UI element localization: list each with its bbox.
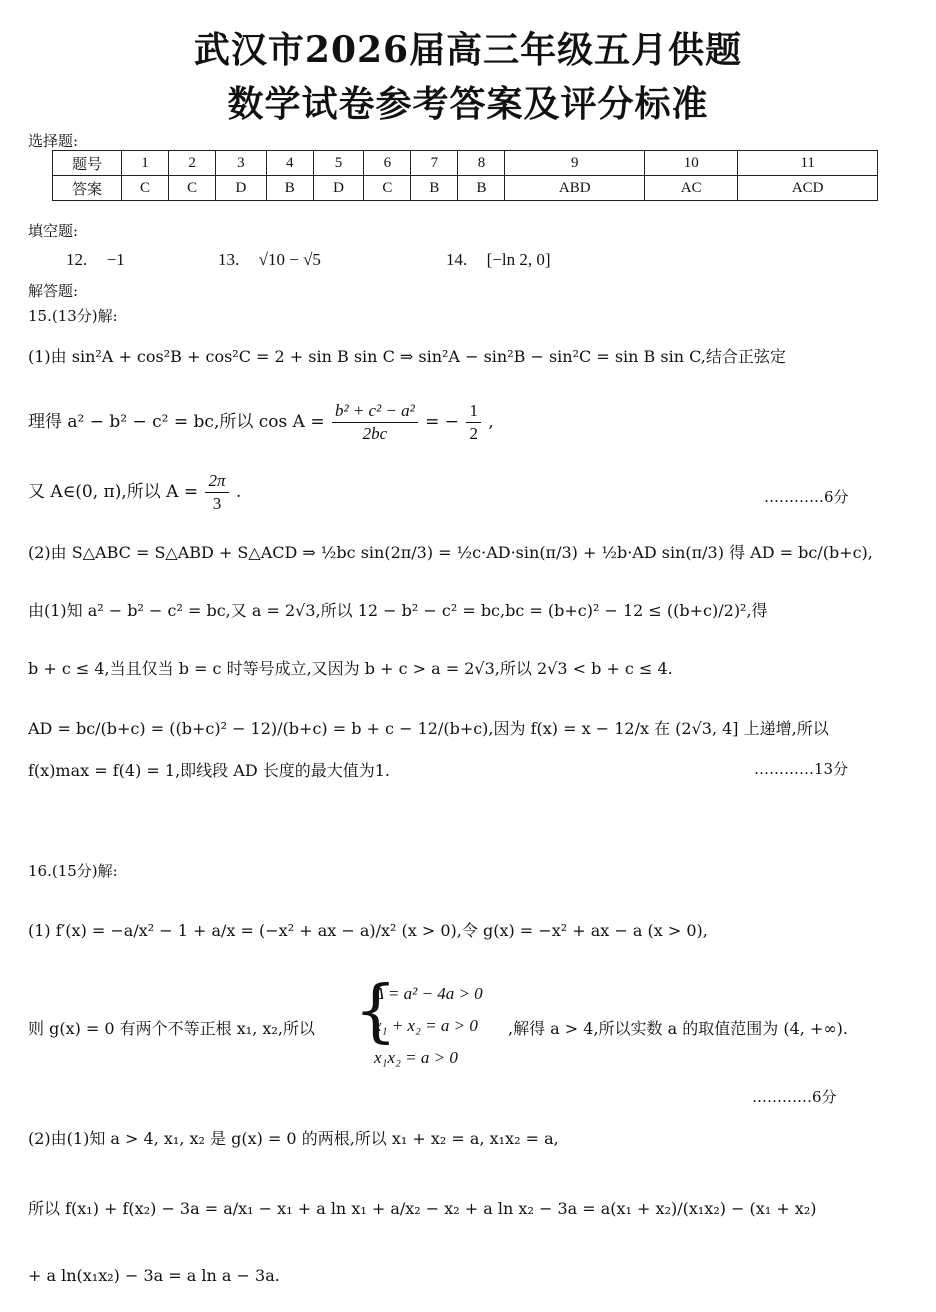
q15-line-2-eq: = −	[425, 412, 460, 432]
fraction-numerator: 1	[466, 400, 481, 423]
fill-number: 13.	[218, 250, 240, 269]
answer-table	[52, 150, 878, 201]
fill-answer-14	[446, 250, 551, 270]
table-cell: 1	[122, 151, 169, 176]
table-cell: 11	[738, 151, 878, 176]
q16-score-6: …………6分	[752, 1088, 837, 1106]
system-eq-2: x₁ + x₂ = a > 0	[374, 1016, 478, 1035]
fill-answer-12	[66, 250, 125, 270]
fraction-denominator: 3	[212, 494, 222, 513]
table-head-number: 题号	[53, 151, 122, 176]
choice-section-label: 选择题:	[28, 132, 79, 150]
q16-line-4: 所以 f(x₁) + f(x₂) − 3a = a/x₁ − x₁ + a ln x₁ + a/x₂ − x₂ + a ln x₂ − 3a = a(x₁ + x₂)/(x₁x₂) − (x₁ + x₂)	[28, 1199, 817, 1218]
table-cell: 8	[458, 151, 505, 176]
table-cell: 4	[266, 151, 313, 176]
q15-line-5: 由(1)知 a² − b² − c² = bc,又 a = 2√3,所以 12 − b² − c² = bc,bc = (b+c)² − 12 ≤ ((b+c)/2)²,得	[28, 601, 768, 620]
table-row	[53, 176, 878, 201]
q15-line-8: f(x)max = f(4) = 1,即线段 AD 长度的最大值为1.	[28, 761, 390, 780]
fraction-half	[466, 400, 481, 445]
table-cell: B	[411, 176, 458, 201]
fill-number: 14.	[446, 250, 468, 269]
table-cell: 10	[645, 151, 738, 176]
fill-section-label: 填空题:	[28, 222, 79, 240]
q15-line-4: (2)由 S△ABC = S△ABD + S△ACD ⇒ ½bc sin(2π/3) = ½c·AD·sin(π/3) + ½b·AD sin(π/3) 得 AD = bc/(b+c),	[28, 543, 873, 562]
q16-heading: 16.(15分)解:	[28, 862, 118, 880]
q16-line-2-start: 则 g(x) = 0 有两个不等正根 x₁, x₂,所以	[28, 1019, 315, 1038]
q16-line-2-end: ,解得 a > 4,所以实数 a 的取值范围为 (4, +∞).	[508, 1019, 849, 1038]
q15-line-2-end: ,	[488, 412, 494, 432]
table-cell: C	[169, 176, 216, 201]
q15-heading: 15.(13分)解:	[28, 307, 118, 325]
q16-line-5: + a ln(x₁x₂) − 3a = a ln a − 3a.	[28, 1266, 280, 1285]
table-cell: B	[266, 176, 313, 201]
table-cell: 3	[216, 151, 267, 176]
fraction-a-value	[205, 470, 228, 515]
table-row	[53, 151, 878, 176]
table-cell: ACD	[738, 176, 878, 201]
q16-line-3: (2)由(1)知 a > 4, x₁, x₂ 是 g(x) = 0 的两根,所以 x₁ + x₂ = a, x₁x₂ = a,	[28, 1129, 559, 1148]
q15-line-3-end: .	[235, 482, 242, 502]
fraction-denominator: 2	[469, 424, 478, 443]
title-line-1: 武汉市2026届高三年级五月供题	[193, 29, 743, 71]
table-cell: 7	[411, 151, 458, 176]
fill-answer-13	[218, 250, 321, 270]
q15-line-2-text: 理得 a² − b² − c² = bc,所以 cos A =	[28, 412, 325, 432]
q16-line-1: (1) f′(x) = −a/x² − 1 + a/x = (−x² + ax − a)/x² (x > 0),令 g(x) = −x² + ax − a (x > 0),	[28, 921, 708, 940]
fill-number: 12.	[66, 250, 88, 269]
table-cell: ABD	[505, 176, 645, 201]
fill-value: −1	[106, 250, 125, 269]
solve-section-label: 解答题:	[28, 282, 79, 300]
table-cell: AC	[645, 176, 738, 201]
q15-line-3-text: 又 A∈(0, π),所以 A =	[28, 482, 199, 502]
table-cell: 6	[364, 151, 411, 176]
table-cell: B	[458, 176, 505, 201]
table-cell: C	[122, 176, 169, 201]
q15-line-3	[28, 470, 241, 515]
q15-line-1: (1)由 sin²A + cos²B + cos²C = 2 + sin B sin C ⇒ sin²A − sin²B − sin²C = sin B sin C,结合正弦定	[28, 347, 786, 366]
fill-value: √10 − √5	[258, 250, 321, 269]
fraction-numerator: b² + c² − a²	[332, 400, 418, 423]
q15-score-13: …………13分	[754, 760, 849, 778]
q15-line-2	[28, 400, 494, 445]
table-head-answer: 答案	[53, 176, 122, 201]
fraction-cos-a	[332, 400, 418, 445]
table-cell: 5	[313, 151, 364, 176]
fraction-denominator: 2bc	[362, 424, 388, 443]
q15-line-7: AD = bc/(b+c) = ((b+c)² − 12)/(b+c) = b + c − 12/(b+c),因为 f(x) = x − 12/x 在 (2√3, 4] 上递增,所以	[28, 719, 829, 738]
table-cell: D	[216, 176, 267, 201]
table-cell: 9	[505, 151, 645, 176]
fraction-numerator: 2π	[205, 470, 228, 493]
title-line-2: 数学试卷参考答案及评分标准	[227, 83, 709, 125]
table-cell: C	[364, 176, 411, 201]
system-eq-3: x₁x₂ = a > 0	[374, 1048, 458, 1067]
system-brace: {	[354, 972, 398, 1051]
fill-value: [−ln 2, 0]	[486, 250, 551, 269]
q15-score-6: …………6分	[764, 488, 849, 506]
table-cell: 2	[169, 151, 216, 176]
q15-line-6: b + c ≤ 4,当且仅当 b = c 时等号成立,又因为 b + c > a = 2√3,所以 2√3 < b + c ≤ 4.	[28, 659, 673, 678]
system-eq-1: Δ = a² − 4a > 0	[374, 984, 483, 1003]
table-cell: D	[313, 176, 364, 201]
